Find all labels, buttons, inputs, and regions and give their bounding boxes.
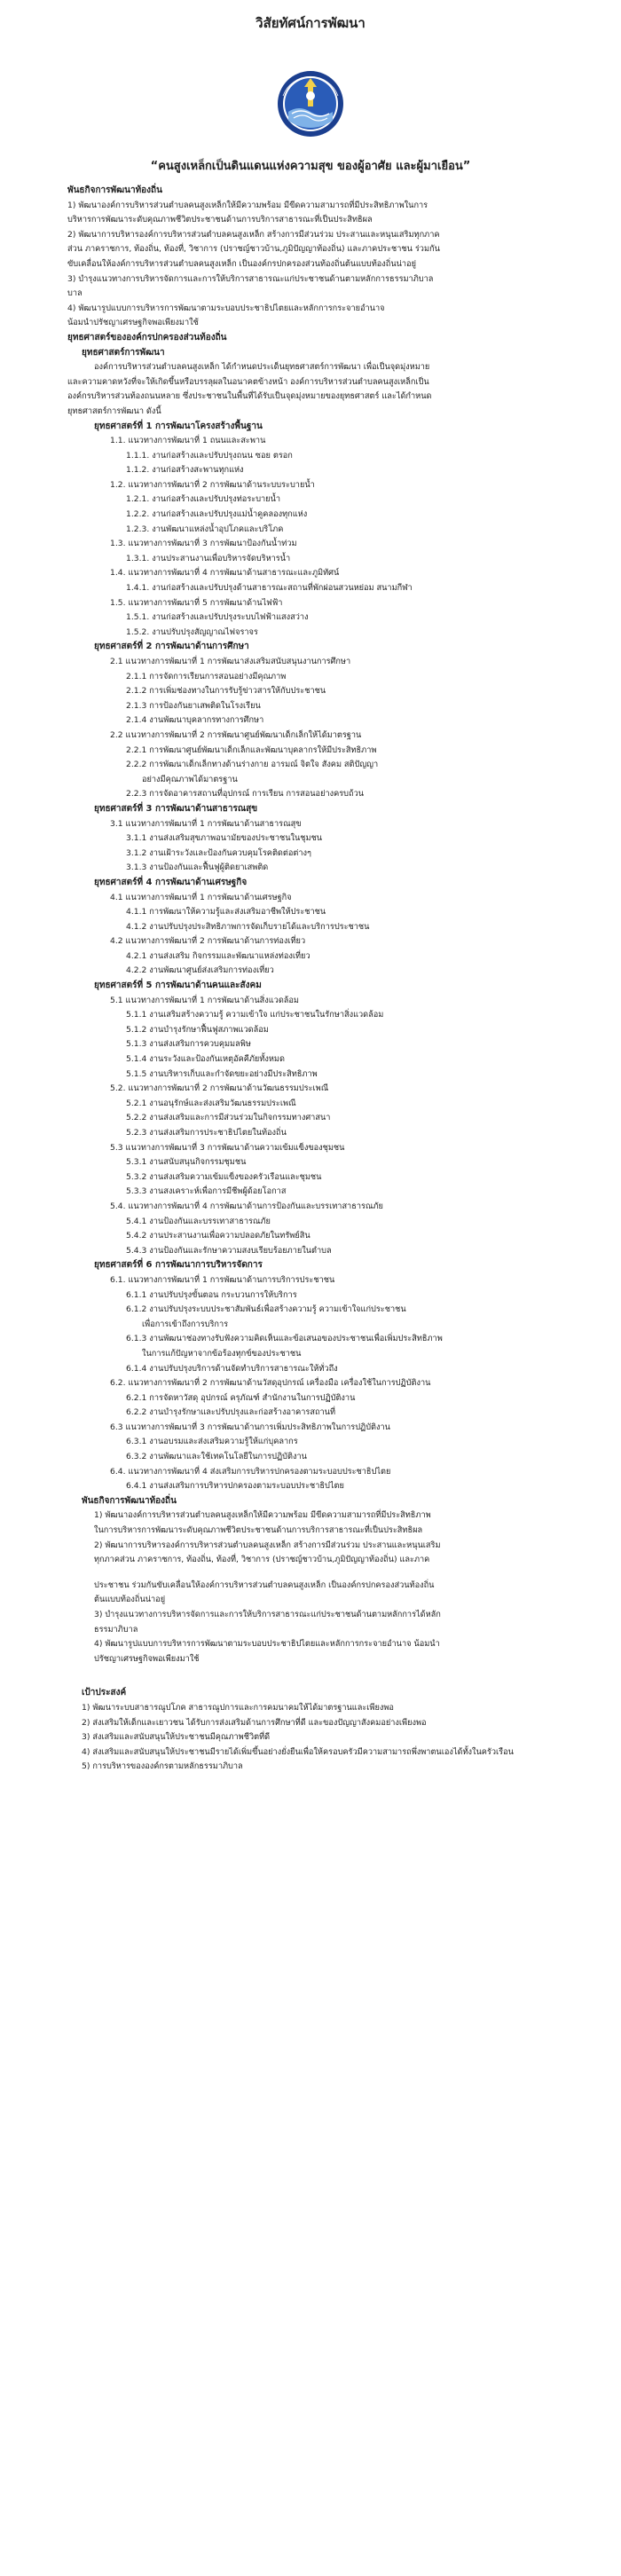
text-line: ทุกภาคส่วน ภาคราชการ, ท้องถิ่น, ท้องที่, วิชาการ (ปราชญ์ชาวบ้าน,ภูมิปัญญาท้องถิ่น) และภาค [94, 1555, 430, 1565]
text-line: ส่วน ภาคราชการ, ท้องถิ่น, ท้องที่, วิชาการ (ปราชญ์ชาวบ้าน,ภูมิปัญญาท้องถิ่น) และภาคประชาชน ร่วมกัน [67, 244, 440, 255]
text-line: 1.2.2. งานก่อสร้างและปรับปรุงแม่น้ำคูคลองทุกแห่ง [126, 509, 308, 520]
text-line: ประชาชน ร่วมกันขับเคลื่อนให้องค์การบริหารส่วนตำบลคนสูงเหล็ก เป็นองค์กรปกครองส่วนท้องถิ่น [94, 1579, 435, 1590]
text-line: 4.1.2 งานปรับปรุงประสิทธิภาพการจัดเก็บรายได้และบริการประชาชน [126, 921, 370, 932]
text-line: และความคาดหวังที่จะให้เกิดขึ้นหรือบรรลุผลในอนาคตข้างหน้า องค์การบริหารส่วนตำบลคนสูงเหล็กเป็น [67, 376, 429, 387]
text-line: ในการแก้ปัญหาจากข้อร้องทุกข์ของประชาชน [142, 1348, 302, 1359]
section-heading: ยุทธศาสตร์ที่ 3 การพัฒนาด้านสาธารณสุข [94, 803, 258, 814]
text-line: 2.1.4 งานพัฒนาบุคลากรทางการศึกษา [126, 715, 264, 726]
text-line: 2) พัฒนาการบริหารองค์การบริหารส่วนตำบลคนสูงเหล็ก สร้างการมีส่วนร่วม ประสานและหนุนเสริมทุกภาค [67, 229, 440, 240]
text-line: 2) ส่งเสริมให้เด็กและเยาวชน ได้รับการส่งเสริมด้านการศึกษาที่ดี และของปัญญาสังคมอย่างเพียงพอ [82, 1717, 427, 1728]
text-line: 2.1.3 การป้องกันยาเสพติดในโรงเรียน [126, 700, 261, 711]
section-heading: ยุทธศาสตร์ที่ 5 การพัฒนาด้านคนและสังคม [94, 981, 262, 991]
text-line: 3.1.3 งานป้องกันและฟื้นฟูผู้ติดยาเสพติด [126, 863, 269, 873]
text-line: 5.2. แนวทางการพัฒนาที่ 2 การพัฒนาด้านวัฒนธรรมประเพณี [110, 1083, 329, 1094]
text-line: 6.1.1 งานปรับปรุงขั้นตอน กระบวนการให้บริการ [126, 1289, 297, 1300]
text-line: 5.1.2 งานบำรุงรักษาฟื้นฟูสภาพแวดล้อม [126, 1024, 269, 1035]
text-line: 1.2.3. งานพัฒนาแหล่งน้ำอุปโภคและบริโภค [126, 524, 284, 534]
text-line: 6.1.3 งานพัฒนาช่องทางรับฟังความคิดเห็นและข้อเสนอของประชาชนเพื่อเพิ่มประสิทธิภาพ [126, 1334, 443, 1344]
text-line: 1.5. แนวทางการพัฒนาที่ 5 การพัฒนาด้านไฟฟ้า [110, 597, 283, 608]
text-line: 5) การบริหารขององค์กรตามหลักธรรมาภิบาล [82, 1761, 243, 1772]
text-line: 6.1. แนวทางการพัฒนาที่ 1 การพัฒนาด้านการบริการประชาชน [110, 1274, 335, 1285]
text-line: 3.1.2 งานเฝ้าระวังและป้องกันควบคุมโรคติดต่อต่างๆ [126, 847, 311, 858]
vision-motto: “คนสูงเหล็กเป็นดินแดนแห่งความสุข ของผู้อาศัย และผู้มาเยือน” [150, 160, 471, 173]
text-line: 1.4. แนวทางการพัฒนาที่ 4 การพัฒนาด้านสาธารณะและภูมิทัศน์ [110, 568, 340, 579]
text-line: 5.1.1 งานเสริมสร้างความรู้ ความเข้าใจ แก่ประชาชนในรักษาสิ่งแวดล้อม [126, 1010, 384, 1020]
section-heading: ยุทธศาสตร์ที่ 2 การพัฒนาด้านการศึกษา [94, 642, 249, 652]
text-line: 5.1.3 งานส่งเสริมการควบคุมมลพิษ [126, 1039, 251, 1050]
text-line: 5.4.3 งานป้องกันและรักษาความสงบเรียบร้อยภายในตำบล [126, 1245, 332, 1256]
text-line: ในการบริหารการพัฒนาระดับคุณภาพชีวิตประชาชนด้านการบริการสาธารณะที่เป็นประสิทธิผล [94, 1525, 423, 1536]
text-line: ธรรมาภิบาล [94, 1624, 138, 1635]
text-line: 6.4.1 งานส่งเสริมการบริหารปกครองตามระบอบประชาธิปไตย [126, 1481, 344, 1492]
text-line: 1.3.1. งานประสานงานเพื่อบริหารจัดบริหารน้ำ [126, 553, 291, 563]
text-line: 1.1. แนวทางการพัฒนาที่ 1 ถนนและสะพาน [110, 436, 266, 446]
text-line: 3) บำรุงแนวทางการบริหารจัดการและการให้บริการสาธารณะแก่ประชาชนด้านตามหลักการได้หลัก [94, 1610, 441, 1619]
text-line: 6.3 แนวทางการพัฒนาที่ 3 การพัฒนาด้านการเพิ่มประสิทธิภาพในการปฏิบัติงาน [110, 1422, 390, 1432]
text-line: 6.3.1 งานอบรมและส่งเสริมความรู้ให้แก่บุคลากร [126, 1437, 298, 1447]
text-line: 2.2.1 การพัฒนาศูนย์พัฒนาเด็กเล็กและพัฒนาบุคลากรให้มีประสิทธิภาพ [126, 744, 377, 755]
text-line: 5.4. แนวทางการพัฒนาที่ 4 การพัฒนาด้านการป้องกันและบรรเทาสาธารณภัย [110, 1201, 383, 1211]
text-line: 1.4.1. งานก่อสร้างและปรับปรุงด้านสาธารณะสถานที่พักผ่อนสวนหย่อม สนามกีฬา [126, 583, 413, 594]
text-line: 5.1 แนวทางการพัฒนาที่ 1 การพัฒนาด้านสิ่งแวดล้อม [110, 995, 299, 1005]
text-line: 2.1.1 การจัดการเรียนการสอนอย่างมีคุณภาพ [126, 671, 287, 681]
text-line: 4) พัฒนารูปแบบการบริหารการพัฒนาตามระบอบประชาธิปไตยและหลักการกระจายอำนาจ น้อมนำ [94, 1639, 440, 1650]
text-line: 3) ส่งเสริมและสนับสนุนให้ประชาชนมีคุณภาพชีวิตที่ดี [82, 1732, 271, 1743]
text-line: 5.3 แนวทางการพัฒนาที่ 3 การพัฒนาด้านความเข้มแข็งของชุมชน [110, 1142, 345, 1153]
text-line: 5.3.2 งานส่งเสริมความเข้มแข็งของครัวเรือนและชุมชน [126, 1171, 322, 1182]
text-line: 2.1 แนวทางการพัฒนาที่ 1 การพัฒนาส่งเสริมสนับสนุนงานการศึกษา [110, 657, 351, 666]
section-heading: ยุทธศาสตร์ที่ 1 การพัฒนาโครงสร้างพื้นฐาน [94, 421, 263, 431]
text-line: 3) บำรุงแนวทางการบริหารจัดการและการให้บริการสาธารณะแก่ประชาชนด้านตามหลักการธรรมาภิบาล [67, 273, 434, 284]
text-line: 5.3.1 งานสนับสนุนกิจกรรมชุมชน [126, 1157, 247, 1168]
text-line: 5.4.2 งานประสานงานเพื่อความปลอดภัยในทรัพย์สิน [126, 1231, 310, 1241]
text-line: 5.1.4 งานระวังและป้องกันเหตุอัคคีภัยทั้งหมด [126, 1054, 285, 1065]
text-line: 1.2.1. งานก่อสร้างและปรับปรุงท่อระบายน้ำ [126, 494, 281, 505]
text-line: 1) พัฒนาองค์การบริหารส่วนตำบลคนสูงเหล็กให้มีความพร้อม มีขีดความสามารถที่มีประสิทธิภาพ [94, 1510, 431, 1521]
organization-seal-logo [276, 69, 345, 138]
text-line: น้อมนำปรัชญาเศรษฐกิจพอเพียงมาใช้ [67, 318, 199, 328]
text-line: 6.2.2 งานบำรุงรักษาและปรับปรุงและก่อสร้างอาคารสถานที่ [126, 1407, 336, 1418]
text-line: 2.2.3 การจัดอาคารสถานที่อุปกรณ์ การเรียน การสอนอย่างครบถ้วน [126, 789, 365, 800]
text-line: เพื่อการเข้าถึงการบริการ [142, 1319, 229, 1329]
text-line: 1.5.1. งานก่อสร้างและปรับปรุงระบบไฟฟ้าแสงสว่าง [126, 612, 309, 623]
text-line: 4) ส่งเสริมและสนับสนุนให้ประชาชนมีรายได้เพิ่มขึ้นอย่างยั่งยืนเพื่อให้ครอบครัวมีความสามารถพึ่งพาตนเองได้ทั้งในครัวเรือน [82, 1746, 514, 1757]
text-line: 4.2.1 งานส่งเสริม กิจกรรมและพัฒนาแหล่งท่องเที่ยว [126, 950, 310, 961]
text-line: 6.3.2 งานพัฒนาและใช้เทคโนโลยีในการปฏิบัติงาน [126, 1452, 307, 1462]
section-heading: เป้าประสงค์ [82, 1688, 127, 1698]
text-line: 2.2.2 การพัฒนาเด็กเล็กทางด้านร่างกาย อารมณ์ จิตใจ สังคม สติปัญญา [126, 760, 379, 770]
text-line: 2.2 แนวทางการพัฒนาที่ 2 การพัฒนาศูนย์พัฒนาเด็กเล็กให้ได้มาตรฐาน [110, 729, 362, 740]
text-line: 1) พัฒนาระบบสาธารณูปโภค สาธารณูปการและการคมนาคมให้ได้มาตรฐานและเพียงพอ [82, 1702, 394, 1713]
spacer [67, 1568, 605, 1579]
text-line: องค์กรบริหารส่วนท้องถนนหลาย ซึ่งประชาชนในพื้นที่ได้รับเป็นจุดมุ่งหมายของยุทธศาสตร์ และได้กำหนด [67, 391, 432, 402]
section-heading: ยุทธศาสตร์ที่ 6 การพัฒนาการบริหารจัดการ [94, 1260, 263, 1271]
text-line: ปรัชญาเศรษฐกิจพอเพียงมาใช้ [94, 1653, 200, 1664]
text-line: 1.2. แนวทางการพัฒนาที่ 2 การพัฒนาด้านระบบระบายน้ำ [110, 479, 315, 490]
text-line: 6.4. แนวทางการพัฒนาที่ 4 ส่งเสริมการบริหารปกครองตามระบอบประชาธิปไตย [110, 1466, 391, 1477]
text-line: ขับเคลื่อนให้องค์การบริหารส่วนตำบลคนสูงเหล็ก เป็นองค์กรปกครองส่วนท้องถิ่นต้นแบบท้องถิ่นน่าอยู่ [67, 258, 416, 269]
text-line: 2) พัฒนาการบริหารองค์การบริหารส่วนตำบลคนสูงเหล็ก สร้างการมีส่วนร่วม ประสานและหนุนเสริม [94, 1540, 441, 1550]
text-line: 4.1.1 การพัฒนาให้ความรู้และส่งเสริมอาชีพให้ประชาชน [126, 907, 326, 918]
text-line: 1.1.1. งานก่อสร้างและปรับปรุงถนน ซอย ตรอก [126, 450, 293, 461]
text-line: 5.2.1 งานอนุรักษ์และส่งเสริมวัฒนธรรมประเพณี [126, 1098, 296, 1108]
text-line: 5.2.3 งานส่งเสริมการประชาธิปไตยในท้องถิ่น [126, 1128, 287, 1138]
text-line: 5.4.1 งานป้องกันและบรรเทาสาธารณภัย [126, 1216, 271, 1226]
text-line: 4) พัฒนารูปแบบการบริหารการพัฒนาตามระบอบประชาธิปไตยและหลักการกระจายอำนาจ [67, 303, 385, 313]
text-line: 5.2.2 งานส่งเสริมและการมีส่วนร่วมในกิจกรรมทางศาสนา [126, 1113, 331, 1123]
section-heading: พันธกิจการพัฒนาท้องถิ่น [82, 1495, 177, 1506]
text-line: 1.1.2. งานก่อสร้างสะพานทุกแห่ง [126, 465, 244, 476]
section-heading: ยุทธศาสตร์การพัฒนา [82, 347, 165, 358]
text-line: 2.1.2 การเพิ่มช่องทางในการรับรู้ข่าวสารให้กับประชาชน [126, 686, 326, 697]
section-heading: พันธกิจการพัฒนาท้องถิ่น [67, 185, 162, 195]
text-line: 6.1.2 งานปรับปรุงระบบประชาสัมพันธ์เพื่อสร้างความรู้ ความเข้าใจแก่ประชาชน [126, 1304, 406, 1315]
text-line: 3.1 แนวทางการพัฒนาที่ 1 การพัฒนาด้านสาธารณสุข [110, 818, 302, 829]
text-line: บาล [67, 288, 83, 299]
text-line: องค์การบริหารส่วนตำบลคนสูงเหล็ก ได้กำหนดประเด็นยุทธศาสตร์การพัฒนา เพื่อเป็นจุดมุ่งหมาย [94, 362, 430, 373]
text-line: บริหารการพัฒนาระดับคุณภาพชีวิตประชาชนด้านการบริการสาธารณะที่เป็นประสิทธิผล [67, 215, 373, 225]
logo-container [0, 69, 621, 138]
text-line: 4.1 แนวทางการพัฒนาที่ 1 การพัฒนาด้านเศรษฐกิจ [110, 892, 292, 902]
text-line: 1) พัฒนาองค์การบริหารส่วนตำบลคนสูงเหล็กให้มีความพร้อม มีขีดความสามารถที่มีประสิทธิภาพในการ [67, 200, 428, 210]
page-title: วิสัยทัศน์การพัฒนา [255, 15, 366, 31]
section-heading: ยุทธศาสตร์ที่ 4 การพัฒนาด้านเศรษฐกิจ [94, 877, 248, 887]
text-line: 6.1.4 งานปรับปรุงบริการด้านจัดทำบริการสาธารณะให้ทั่วถึง [126, 1363, 338, 1374]
text-line: ยุทธศาสตร์การพัฒนา ดังนี้ [67, 406, 161, 416]
spacer [67, 1666, 605, 1686]
text-line: 5.3.3 งานสงเคราะห์เพื่อการมีชีพผู้ด้อยโอกาส [126, 1186, 287, 1197]
text-line: 1.3. แนวทางการพัฒนาที่ 3 การพัฒนาป้องกันน้ำท่วม [110, 539, 297, 549]
section-heading: ยุทธศาสตร์ขององค์กรปกครองส่วนท้องถิ่น [67, 332, 227, 343]
text-line: 5.1.5 งานบริหารเก็บและกำจัดขยะอย่างมีประสิทธิภาพ [126, 1068, 318, 1079]
text-line: 6.2.1 การจัดหาวัสดุ อุปกรณ์ ครุภัณฑ์ สำนักงานในการปฏิบัติงาน [126, 1392, 356, 1403]
text-line: 4.2 แนวทางการพัฒนาที่ 2 การพัฒนาด้านการท่องเที่ยว [110, 936, 306, 947]
text-line: 4.2.2 งานพัฒนาศูนย์ส่งเสริมการท่องเที่ยว [126, 965, 274, 976]
text-line: อย่างมีคุณภาพได้มาตรฐาน [142, 774, 238, 784]
text-line: 6.2. แนวทางการพัฒนาที่ 2 การพัฒนาด้านวัสดุอุปกรณ์ เครื่องมือ เครื่องใช้ในการปฏิบัติงาน [110, 1378, 431, 1389]
text-line: ต้นแบบท้องถิ่นน่าอยู่ [94, 1595, 166, 1605]
text-line: 3.1.1 งานส่งเสริมสุขภาพอนามัยของประชาชนในชุมชน [126, 833, 323, 844]
text-line: 1.5.2. งานปรับปรุงสัญญาณไฟจราจร [126, 626, 258, 637]
document-body [0, 184, 621, 1775]
